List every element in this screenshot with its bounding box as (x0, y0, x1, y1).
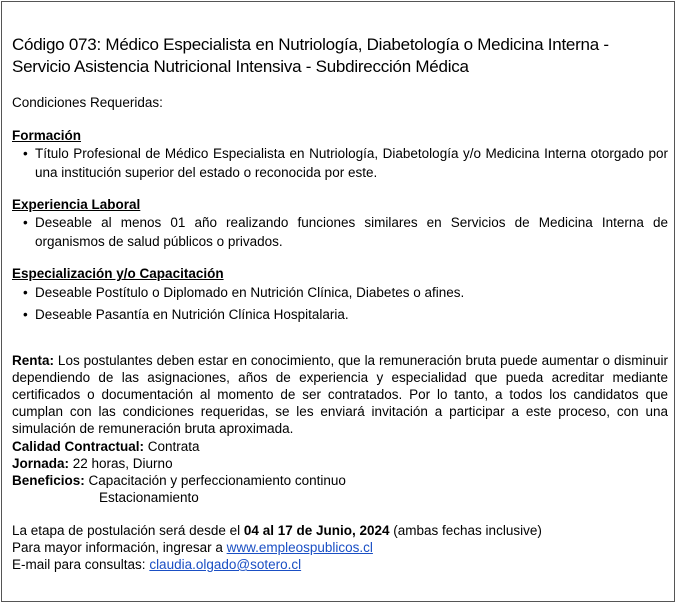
beneficios-line (12, 472, 346, 489)
list-item: • Deseable Pasantía en Nutrición Clínica Hospitalaria. (12, 305, 668, 324)
list-item: • Deseable Postítulo o Diplomado en Nutrición Clínica, Diabetes o afines. (12, 283, 668, 302)
formacion-list (12, 144, 668, 182)
experiencia-list (12, 213, 668, 251)
beneficio-item: Capacitación y perfeccionamiento continuo (84, 473, 346, 488)
postulacion-suffix: (ambas fechas inclusive) (389, 523, 542, 538)
beneficio-item: Estacionamiento (99, 490, 199, 505)
especializacion-heading: Especialización y/o Capacitación (12, 266, 224, 281)
document-frame (1, 1, 675, 602)
info-line (12, 539, 373, 556)
experiencia-section (12, 196, 668, 251)
info-prefix: Para mayor información, ingresar a (12, 540, 227, 555)
list-item: • Deseable al menos 01 año realizando funciones similares en Servicios de Medicina Interna de organismos de salud públicos o privados. (12, 213, 668, 251)
postulacion-dates: 04 al 17 de Junio, 2024 (243, 523, 390, 538)
email-line (12, 556, 301, 573)
calidad-line (12, 438, 200, 455)
empleos-publicos-link[interactable]: www.empleospublicos.cl (226, 540, 373, 555)
formacion-heading: Formación (12, 128, 82, 143)
jornada-value: 22 horas, Diurno (69, 456, 173, 471)
jornada-line (12, 455, 173, 472)
page-title: Código 073: Médico Especialista en Nutriología, Diabetología o Medicina Interna - Servicio Asistencia Nutricional Intensiva - Subdirección Médica (12, 35, 609, 76)
jornada-label: Jornada: (12, 456, 70, 471)
postulacion-prefix: La etapa de postulación será desde el (12, 523, 244, 538)
experiencia-heading: Experiencia Laboral (12, 197, 141, 212)
calidad-label: Calidad Contractual: (12, 439, 145, 454)
renta-label: Renta: (12, 353, 55, 368)
renta-text: Los postulantes deben estar en conocimiento, que la remuneración bruta puede aumentar o disminuir dependiendo de las asignaciones, años de experiencia y especialidad que pueda acreditar mediante certificados o documentación al momento de ser contratados. Por lo tanto, a todos los candidatos que cumplan con las condiciones requeridas, se les enviará invitación a participar a este proceso, con una simulación de remuneración bruta aproximada. (12, 353, 668, 436)
email-prefix: E-mail para consultas: (12, 557, 150, 572)
email-link[interactable]: claudia.olgado@sotero.cl (149, 557, 302, 572)
especializacion-section (12, 265, 668, 324)
formacion-section (12, 127, 668, 182)
postulacion-line (12, 522, 542, 539)
requirements-label: Condiciones Requeridas: (12, 95, 163, 110)
list-item: • Título Profesional de Médico Especialista en Nutriología, Diabetología y/o Medicina Interna otorgado por una institución superior del estado o reconocida por este. (12, 144, 668, 182)
beneficios-label: Beneficios: (12, 473, 85, 488)
renta-paragraph (12, 352, 668, 437)
especializacion-list (12, 283, 668, 324)
calidad-value: Contrata (144, 439, 200, 454)
